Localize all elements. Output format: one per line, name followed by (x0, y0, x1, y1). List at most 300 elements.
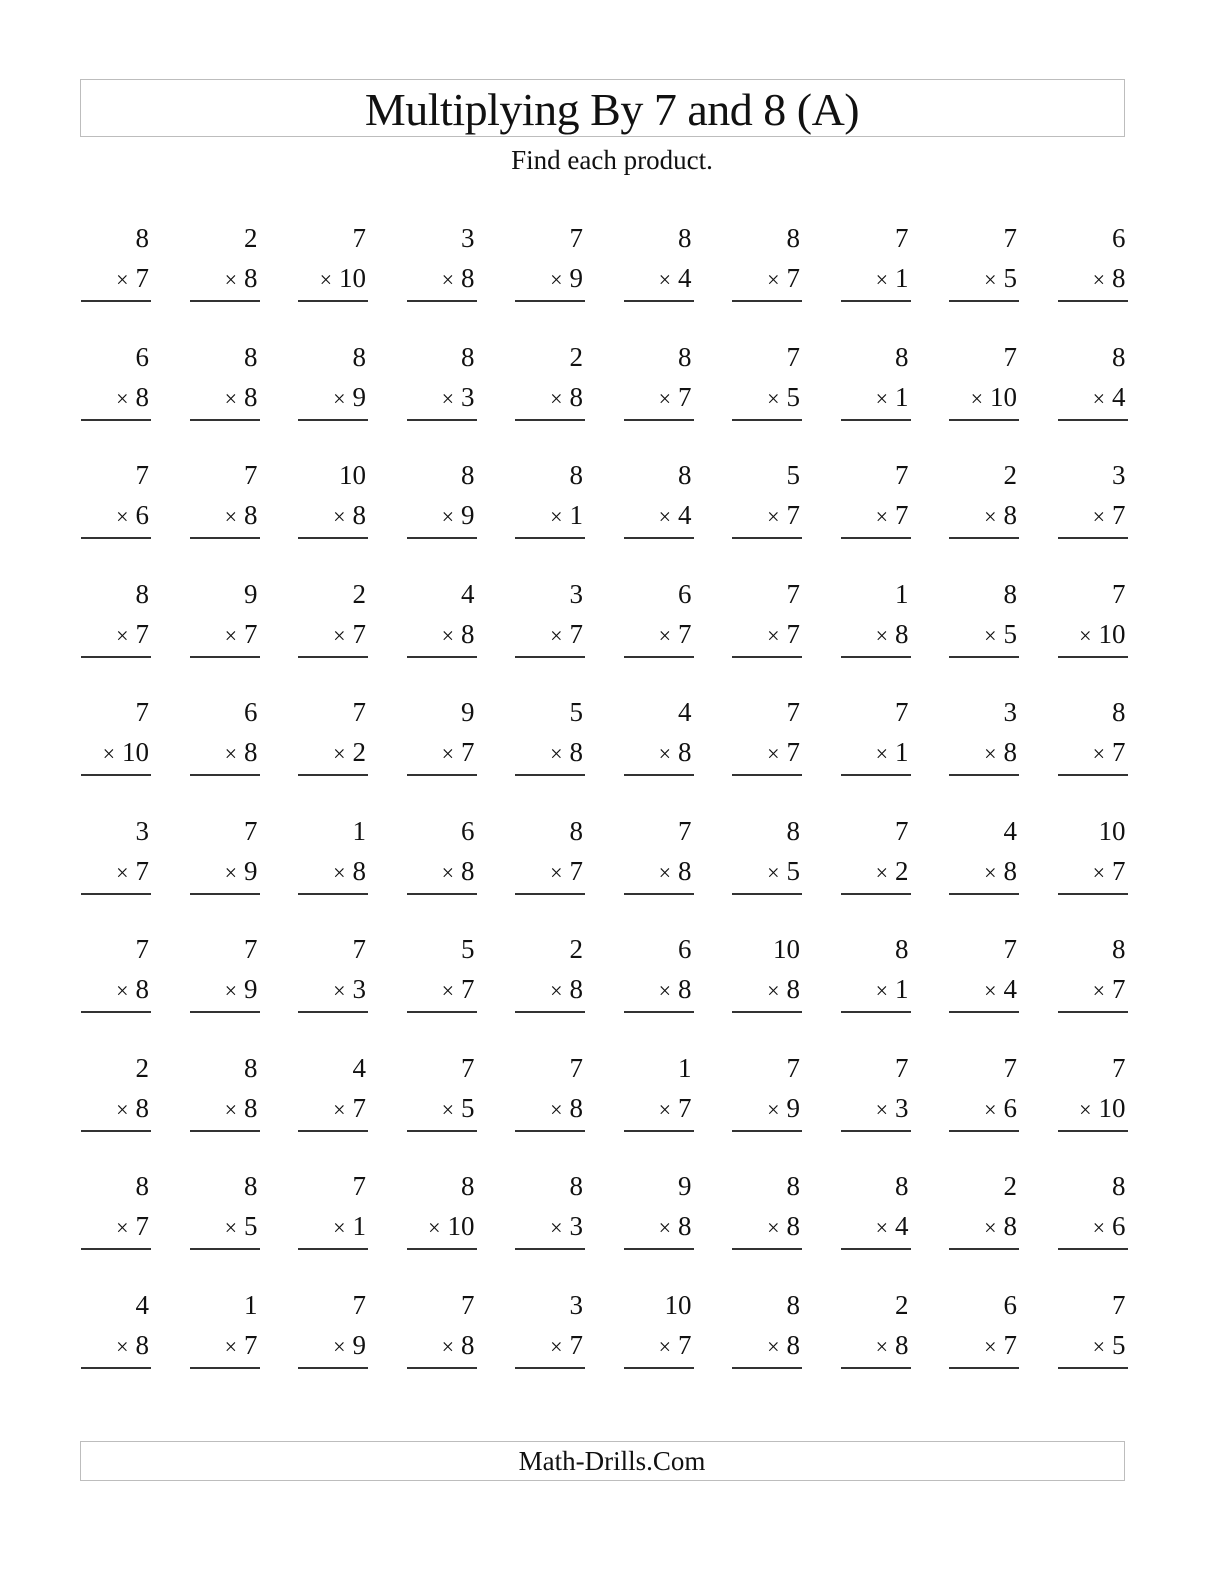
multiplier: 7 (135, 1211, 149, 1241)
times-sign: × (658, 1096, 671, 1122)
answer-line (624, 300, 694, 302)
multiplicand: 10 (773, 934, 800, 964)
multiplicand: 8 (244, 1171, 258, 1201)
times-sign: × (984, 1333, 997, 1359)
multiplier-row (984, 617, 1017, 653)
multiplier: 8 (1003, 855, 1017, 886)
multiplier: 9 (352, 381, 366, 412)
answer-line (1058, 537, 1128, 539)
problem (298, 932, 368, 1032)
multiplier-row (876, 1328, 909, 1364)
problem (732, 1169, 802, 1269)
multiplicand: 9 (678, 1171, 692, 1201)
multiplier: 7 (135, 263, 149, 293)
times-sign: × (116, 622, 129, 648)
multiplier: 5 (786, 855, 800, 886)
answer-line (732, 656, 802, 658)
answer-line (841, 537, 911, 539)
multiplier: 9 (352, 1329, 366, 1360)
multiplier: 8 (895, 1329, 909, 1360)
problem (81, 458, 151, 558)
multiplicand: 7 (352, 697, 366, 727)
times-sign: × (224, 1333, 237, 1359)
multiplicand: 3 (1112, 460, 1126, 490)
times-sign: × (333, 978, 346, 1003)
problem (190, 340, 260, 440)
answer-line (732, 1248, 802, 1250)
multiplier-row (550, 1091, 583, 1127)
times-sign: × (658, 741, 671, 766)
problem (624, 1051, 694, 1151)
answer-line (407, 656, 477, 658)
problem (841, 814, 911, 914)
answer-line (1058, 300, 1128, 302)
multiplier: 8 (461, 618, 475, 649)
multiplier-row (442, 735, 475, 771)
multiplicand: 1 (895, 578, 909, 609)
answer-line (841, 774, 911, 776)
multiplier-row (550, 617, 583, 653)
answer-line (949, 300, 1019, 302)
times-sign: × (658, 1333, 671, 1359)
problem (190, 1169, 260, 1269)
multiplier: 5 (786, 381, 800, 412)
multiplier: 6 (1003, 1092, 1017, 1123)
multiplier: 2 (352, 737, 366, 767)
multiplier: 6 (135, 500, 149, 530)
multiplier-row (971, 380, 1017, 416)
multiplier-row (116, 380, 149, 416)
times-sign: × (116, 267, 129, 292)
problem (515, 695, 585, 795)
problem (1058, 814, 1128, 914)
problem (624, 932, 694, 1032)
multiplicand: 8 (678, 223, 692, 253)
multiplier-row (984, 1209, 1017, 1245)
answer-line (732, 774, 802, 776)
answer-line (81, 300, 151, 302)
multiplier-row (333, 735, 366, 771)
multiplier: 1 (895, 974, 909, 1004)
multiplier: 8 (461, 855, 475, 886)
multiplier: 7 (786, 737, 800, 767)
answer-line (81, 1130, 151, 1132)
times-sign: × (116, 1215, 129, 1240)
multiplier-row (659, 1091, 692, 1127)
problem (407, 1051, 477, 1151)
times-sign: × (441, 504, 454, 529)
problem (1058, 1051, 1128, 1151)
multiplier-row (659, 261, 692, 297)
times-sign: × (875, 1215, 888, 1240)
multiplier-row (876, 1209, 909, 1245)
problem (841, 577, 911, 677)
multiplier-row (333, 498, 366, 534)
multiplier-row (1093, 854, 1126, 890)
multiplier-row (876, 498, 909, 534)
multiplier-row (1093, 735, 1126, 771)
multiplier: 7 (569, 618, 583, 649)
answer-line (298, 1011, 368, 1013)
multiplier: 8 (895, 618, 909, 649)
multiplicand: 7 (786, 1052, 800, 1083)
multiplier-row (1079, 617, 1125, 653)
answer-line (190, 774, 260, 776)
multiplicand: 6 (678, 578, 692, 609)
answer-line (624, 1130, 694, 1132)
answer-line (515, 300, 585, 302)
problem (190, 577, 260, 677)
multiplier-row (659, 1328, 692, 1364)
multiplicand: 7 (1112, 578, 1126, 609)
answer-line (624, 537, 694, 539)
problem (298, 695, 368, 795)
times-sign: × (767, 267, 780, 292)
problem (1058, 458, 1128, 558)
times-sign: × (441, 1096, 454, 1122)
multiplier-row (876, 972, 909, 1008)
answer-line (407, 537, 477, 539)
answer-line (624, 419, 694, 421)
answer-line (190, 537, 260, 539)
times-sign: × (550, 741, 563, 766)
multiplicand: 3 (135, 815, 149, 846)
multiplier: 7 (678, 618, 692, 649)
page-title: Multiplying By 7 and 8 (A) (364, 84, 860, 135)
answer-line (949, 1367, 1019, 1369)
multiplier-row (1093, 380, 1126, 416)
times-sign: × (550, 1215, 563, 1240)
problem (81, 340, 151, 440)
multiplier: 8 (569, 1092, 583, 1123)
multiplier: 7 (135, 855, 149, 886)
multiplier: 3 (569, 1211, 583, 1241)
answer-line (298, 419, 368, 421)
problem (407, 814, 477, 914)
multiplier: 3 (461, 381, 475, 412)
answer-line (515, 1130, 585, 1132)
times-sign: × (333, 1215, 346, 1240)
multiplier: 8 (352, 855, 366, 886)
answer-line (949, 774, 1019, 776)
multiplier-row (1093, 972, 1126, 1008)
problem (298, 221, 368, 321)
answer-line (1058, 1011, 1128, 1013)
times-sign: × (875, 385, 888, 411)
answer-line (1058, 774, 1128, 776)
multiplier: 10 (122, 737, 149, 767)
times-sign: × (224, 267, 237, 292)
problem (190, 1288, 260, 1388)
multiplier-row (225, 854, 258, 890)
problem (732, 458, 802, 558)
answer-line (949, 1248, 1019, 1250)
times-sign: × (658, 859, 671, 885)
multiplicand: 3 (569, 578, 583, 609)
multiplier: 8 (135, 974, 149, 1004)
answer-line (1058, 893, 1128, 895)
multiplier-row (1093, 498, 1126, 534)
times-sign: × (333, 1096, 346, 1122)
answer-line (841, 300, 911, 302)
problem (949, 577, 1019, 677)
answer-line (841, 1011, 911, 1013)
multiplicand: 7 (786, 697, 800, 727)
multiplier: 8 (135, 1329, 149, 1360)
times-sign: × (984, 1215, 997, 1240)
problem (1058, 932, 1128, 1032)
problem (298, 458, 368, 558)
answer-line (515, 537, 585, 539)
multiplier-row (225, 498, 258, 534)
times-sign: × (441, 385, 454, 411)
multiplier: 7 (1003, 1329, 1017, 1360)
multiplier: 8 (678, 855, 692, 886)
multiplier: 10 (990, 381, 1017, 412)
multiplicand: 7 (352, 934, 366, 964)
multiplicand: 5 (786, 460, 800, 490)
problem (1058, 340, 1128, 440)
multiplier-row (333, 1328, 366, 1364)
multiplicand: 9 (461, 697, 475, 727)
times-sign: × (224, 859, 237, 885)
multiplier-row (876, 854, 909, 890)
multiplier-row (442, 1091, 475, 1127)
multiplicand: 7 (1003, 934, 1017, 964)
multiplier-row (767, 854, 800, 890)
problem (841, 695, 911, 795)
multiplicand: 7 (135, 697, 149, 727)
problem (407, 458, 477, 558)
answer-line (624, 1011, 694, 1013)
multiplier: 7 (678, 1092, 692, 1123)
problem (1058, 577, 1128, 677)
answer-line (624, 774, 694, 776)
multiplicand: 8 (895, 1171, 909, 1201)
multiplicand: 1 (244, 1289, 258, 1320)
multiplier: 5 (244, 1211, 258, 1241)
multiplicand: 7 (895, 460, 909, 490)
multiplier-row (442, 380, 475, 416)
problem (949, 458, 1019, 558)
problem (515, 340, 585, 440)
multiplier-row (103, 735, 149, 771)
multiplier: 8 (1003, 500, 1017, 530)
problem (407, 221, 477, 321)
times-sign: × (441, 741, 454, 766)
multiplier: 7 (786, 500, 800, 530)
multiplier: 8 (244, 381, 258, 412)
times-sign: × (875, 859, 888, 885)
multiplier: 7 (244, 1329, 258, 1360)
problem (624, 1288, 694, 1388)
multiplier-row (1093, 1209, 1126, 1245)
times-sign: × (333, 385, 346, 411)
multiplier: 10 (1098, 1092, 1126, 1123)
answer-line (841, 656, 911, 658)
problem (949, 932, 1019, 1032)
times-sign: × (658, 978, 671, 1003)
multiplier-row (116, 617, 149, 653)
multiplicand: 8 (1112, 697, 1126, 727)
multiplier-row (550, 1209, 583, 1245)
multiplier-row (116, 498, 149, 534)
multiplier-row (659, 498, 692, 534)
times-sign: × (984, 622, 997, 648)
problem (515, 1169, 585, 1269)
times-sign: × (984, 267, 997, 292)
multiplicand: 2 (244, 223, 258, 253)
times-sign: × (658, 267, 671, 292)
problem (949, 1051, 1019, 1151)
problem (732, 340, 802, 440)
multiplier-row (320, 261, 366, 297)
times-sign: × (224, 741, 237, 766)
multiplicand: 7 (1112, 1052, 1126, 1083)
answer-line (732, 1367, 802, 1369)
multiplier: 6 (1112, 1211, 1126, 1241)
multiplier-row (984, 498, 1017, 534)
multiplier: 5 (1003, 618, 1017, 649)
multiplier-row (876, 735, 909, 771)
multiplicand: 7 (461, 1052, 475, 1083)
times-sign: × (658, 385, 671, 411)
multiplicand: 8 (1112, 1171, 1126, 1201)
times-sign: × (428, 1215, 441, 1240)
problem (298, 1051, 368, 1151)
multiplier-row (550, 735, 583, 771)
multiplicand: 8 (244, 341, 258, 372)
answer-line (407, 300, 477, 302)
times-sign: × (333, 1333, 346, 1359)
times-sign: × (441, 859, 454, 885)
answer-line (624, 1248, 694, 1250)
answer-line (190, 1248, 260, 1250)
multiplier: 8 (135, 1092, 149, 1123)
problem (841, 1169, 911, 1269)
problem (1058, 1169, 1128, 1269)
problem (81, 1051, 151, 1151)
multiplicand: 4 (352, 1052, 366, 1083)
answer-line (732, 1130, 802, 1132)
answer-line (1058, 656, 1128, 658)
multiplicand: 3 (1003, 697, 1017, 727)
answer-line (841, 1130, 911, 1132)
multiplier-row (225, 1209, 258, 1245)
times-sign: × (116, 1096, 129, 1122)
multiplier: 3 (895, 1092, 909, 1123)
times-sign: × (984, 1096, 997, 1122)
multiplicand: 7 (895, 697, 909, 727)
multiplicand: 6 (1112, 223, 1126, 253)
times-sign: × (224, 1215, 237, 1240)
answer-line (407, 893, 477, 895)
answer-line (624, 656, 694, 658)
times-sign: × (875, 978, 888, 1003)
multiplier-row (550, 380, 583, 416)
times-sign: × (333, 622, 346, 648)
multiplicand: 8 (786, 1289, 800, 1320)
multiplier: 9 (569, 263, 583, 293)
problem (407, 1288, 477, 1388)
multiplicand: 4 (1003, 815, 1017, 846)
multiplier-row (550, 498, 583, 534)
multiplier-row (1093, 1328, 1126, 1364)
multiplier-row (659, 972, 692, 1008)
answer-line (81, 1011, 151, 1013)
times-sign: × (767, 978, 780, 1003)
answer-line (841, 1367, 911, 1369)
times-sign: × (116, 504, 129, 529)
multiplier-row (442, 261, 475, 297)
multiplicand: 1 (352, 815, 366, 846)
multiplier-row (984, 1091, 1017, 1127)
times-sign: × (102, 741, 115, 766)
multiplier: 7 (569, 855, 583, 886)
multiplier: 10 (447, 1211, 475, 1241)
problem (81, 221, 151, 321)
multiplicand: 7 (352, 1289, 366, 1320)
multiplier: 7 (135, 618, 149, 649)
problem (1058, 1288, 1128, 1388)
answer-line (515, 1248, 585, 1250)
multiplier: 7 (786, 263, 800, 293)
problem (190, 221, 260, 321)
multiplier-row (116, 1328, 149, 1364)
answer-line (407, 1367, 477, 1369)
problem (732, 814, 802, 914)
times-sign: × (1092, 504, 1105, 529)
multiplicand: 7 (244, 460, 258, 490)
multiplier-row (550, 261, 583, 297)
answer-line (81, 1367, 151, 1369)
multiplier-row (1093, 261, 1126, 297)
multiplier-row (767, 498, 800, 534)
multiplier-row (984, 261, 1017, 297)
multiplier: 8 (678, 1211, 692, 1241)
problem (841, 221, 911, 321)
multiplier: 8 (461, 1329, 475, 1360)
multiplier: 5 (461, 1092, 475, 1123)
multiplicand: 2 (352, 578, 366, 609)
multiplier-row (876, 261, 909, 297)
multiplier-row (659, 854, 692, 890)
multiplier: 2 (895, 855, 909, 886)
multiplicand: 2 (135, 1052, 149, 1083)
multiplicand: 6 (678, 934, 692, 964)
problem (624, 340, 694, 440)
multiplicand: 6 (244, 697, 258, 727)
multiplier: 7 (352, 1092, 366, 1123)
multiplicand: 1 (678, 1052, 692, 1083)
problem (732, 695, 802, 795)
problem (81, 577, 151, 677)
times-sign: × (1092, 741, 1105, 766)
multiplicand: 4 (461, 578, 475, 609)
problem (298, 1169, 368, 1269)
answer-line (515, 893, 585, 895)
multiplier: 8 (244, 737, 258, 767)
answer-line (407, 1011, 477, 1013)
multiplier-row (550, 1328, 583, 1364)
problem (949, 695, 1019, 795)
answer-line (190, 893, 260, 895)
multiplier-row (225, 1328, 258, 1364)
multiplier: 9 (461, 500, 475, 530)
multiplier-row (1079, 1091, 1125, 1127)
multiplier-row (333, 380, 366, 416)
problem (81, 1169, 151, 1269)
